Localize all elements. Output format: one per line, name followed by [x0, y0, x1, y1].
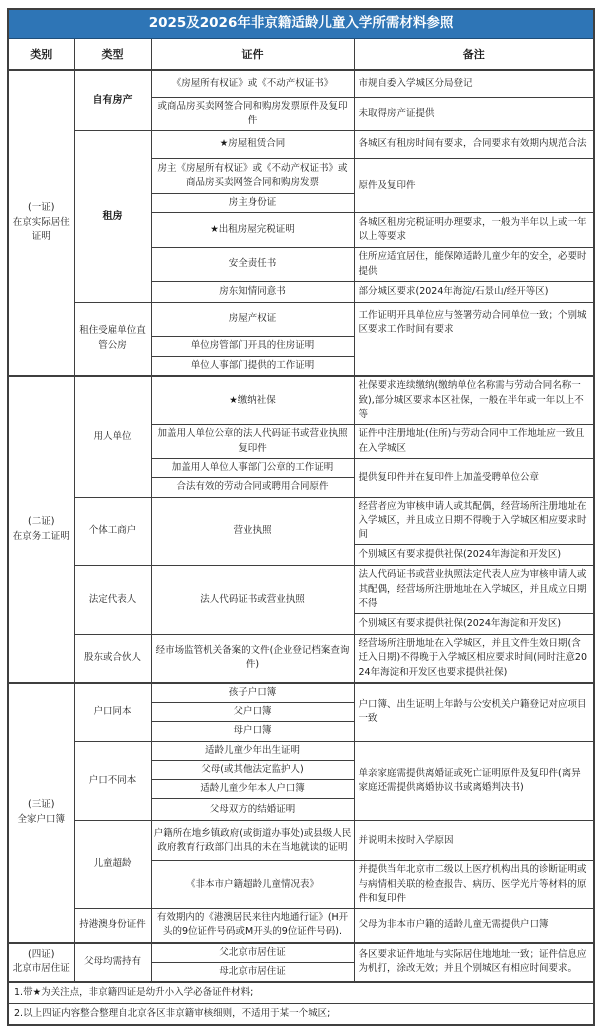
document-cell: 单位房管部门开具的住房证明: [151, 336, 354, 356]
header-row: [8, 39, 594, 71]
table-row: [8, 497, 594, 545]
note-cell: 未取得房产证提供: [354, 97, 594, 131]
note-cell: 市规自委入学城区分局登记: [354, 70, 594, 97]
header-category: 类别: [8, 39, 74, 71]
type-cell: 户口不同本: [74, 741, 151, 821]
document-cell: 房东知情同意书: [151, 281, 354, 302]
note-cell: 提供复印件并在复印件上加盖受聘单位公章: [354, 459, 594, 498]
document-cell: 加盖用人单位人事部门公章的工作证明: [151, 459, 354, 478]
document-cell: 有效期内的《港澳居民来往内地通行证》(H开头的9位证件号码或M开头的9位证件号码).: [151, 909, 354, 943]
document-cell: 户籍所在地乡镇政府(或街道办事处)或县级人民政府教育行政部门出具的未在当地就读的证明: [151, 821, 354, 861]
document-cell: 适龄儿童少年本人户口簿: [151, 780, 354, 799]
note-cell: 单亲家庭需提供离婚证或死亡证明原件及复印件(离异家庭还需提供离婚协议书或离婚判决书): [354, 741, 594, 821]
type-cell: 用人单位: [74, 376, 151, 497]
document-cell: 合法有效的劳动合同或聘用合同原件: [151, 478, 354, 497]
table-row: [8, 70, 594, 97]
type-cell: 法定代表人: [74, 566, 151, 635]
document-table: [7, 8, 595, 1026]
header-document: 证件: [151, 39, 354, 71]
document-cell: 法人代码证书或营业执照: [151, 566, 354, 635]
document-cell: 父母(或其他法定监护人): [151, 760, 354, 779]
document-cell: 母户口簿: [151, 722, 354, 741]
type-cell: 持港澳身份证件: [74, 909, 151, 943]
document-cell: 单位人事部门提供的工作证明: [151, 356, 354, 376]
type-cell: 股东或合伙人: [74, 635, 151, 683]
table-row: [8, 131, 594, 159]
type-cell: 儿童超龄: [74, 821, 151, 909]
header-type: 类型: [74, 39, 151, 71]
note-cell: 证件中注册地址(住所)与劳动合同中工作地址应一致且在入学城区: [354, 425, 594, 459]
note-cell: 各城区有租房时间有要求，合同要求有效期内规范合法: [354, 131, 594, 159]
table-row: [8, 376, 594, 424]
document-cell: 房主身份证: [151, 194, 354, 213]
document-cell: 《非本市户籍超龄儿童情况表》: [151, 861, 354, 909]
note-cell: 并提供当年北京市二级以上医疗机构出具的诊断证明或与病情相关联的检查报告、病历、医学光片等材料的原件和复印件: [354, 861, 594, 909]
category-cell: (四证) 北京市居住证: [8, 943, 74, 983]
table-row: [8, 909, 594, 943]
footnote-2: 2.以上四证内容整合整理自北京各区非京籍审核细则，不适用于某一个城区;: [8, 1004, 594, 1026]
note-cell: 经营场所注册地址在入学城区，并且文件生效日期(含迁入日期)不得晚于入学城区相应要求时间(同时注意2024年海淀和开发区也要求提供社保): [354, 635, 594, 683]
category-cell: (三证) 全家户口簿: [8, 683, 74, 943]
type-cell: 租住受雇单位直管公房: [74, 302, 151, 376]
table-row: [8, 302, 594, 336]
note-cell: 原件及复印件: [354, 159, 594, 213]
footnote-row: [8, 1004, 594, 1026]
document-cell: 营业执照: [151, 497, 354, 566]
note-cell: 户口簿、出生证明上年龄与公安机关户籍登记对应项目一致: [354, 683, 594, 741]
header-note: 备注: [354, 39, 594, 71]
document-cell: 或商品房买卖网签合同和购房发票原件及复印件: [151, 97, 354, 131]
table-row: [8, 566, 594, 614]
document-cell: ★缴纳社保: [151, 376, 354, 424]
note-cell: 工作证明开具单位应与签署劳动合同单位一致；个别城区要求工作时间有要求: [354, 302, 594, 376]
note-cell: 各城区租房完税证明办理要求，一般为半年以上或一年以上等要求: [354, 213, 594, 248]
type-cell: 户口同本: [74, 683, 151, 741]
table-row: [8, 943, 594, 963]
document-cell: 孩子户口簿: [151, 683, 354, 703]
type-cell: 租房: [74, 131, 151, 303]
document-cell: ★房屋租赁合同: [151, 131, 354, 159]
document-cell: 父户口簿: [151, 703, 354, 722]
document-cell: 安全责任书: [151, 248, 354, 282]
table-row: [8, 683, 594, 703]
footnote-row: [8, 982, 594, 1004]
note-cell: 法人代码证书或营业执照法定代表人应为审核申请人或其配偶，经营场所注册地址在入学城区，并且成立日期不得: [354, 566, 594, 614]
note-cell: 部分城区要求(2024年海淀/石景山/经开等区): [354, 281, 594, 302]
type-cell: 父母均需持有: [74, 943, 151, 983]
document-cell: 父北京市居住证: [151, 943, 354, 963]
table-title: 2025及2026年非京籍适龄儿童入学所需材料参照: [8, 9, 594, 39]
type-cell: 个体工商户: [74, 497, 151, 566]
category-cell: (一证) 在京实际居住证明: [8, 70, 74, 376]
document-cell: 《房屋所有权证》或《不动产权证书》: [151, 70, 354, 97]
document-cell: 加盖用人单位公章的法人代码证书或营业执照复印件: [151, 425, 354, 459]
table-row: [8, 635, 594, 683]
note-cell: 住所应适宜居住，能保障适龄儿童少年的安全，必要时提供: [354, 248, 594, 282]
table-row: [8, 741, 594, 760]
document-cell: 房屋产权证: [151, 302, 354, 336]
note-cell: 并说明未按时入学原因: [354, 821, 594, 861]
note-cell: 各区要求证件地址与实际居住地地址一致；证件信息应为机打，涂改无效；并且个别城区有相应时间要求。: [354, 943, 594, 983]
document-cell: 房主《房屋所有权证》或《不动产权证书》或商品房买卖网签合同和购房发票: [151, 159, 354, 194]
document-cell: 母北京市居住证: [151, 962, 354, 982]
note-cell: 经营者应为审核申请人或其配偶，经营场所注册地址在入学城区，并且成立日期不得晚于入学城区相应要求时间: [354, 497, 594, 545]
document-cell: ★出租房屋完税证明: [151, 213, 354, 248]
note-cell: 个别城区有要求提供社保(2024年海淀和开发区): [354, 545, 594, 566]
note-cell: 个别城区有要求提供社保(2024年海淀和开发区): [354, 614, 594, 635]
type-cell: 自有房产: [74, 70, 151, 131]
document-cell: 适龄儿童少年出生证明: [151, 741, 354, 760]
footnote-1: 1.带★为关注点，非京籍四证是幼升小入学必备证件材料;: [8, 982, 594, 1004]
category-cell: (二证) 在京务工证明: [8, 376, 74, 683]
note-cell: 父母为非本市户籍的适龄儿童无需提供户口簿: [354, 909, 594, 943]
note-cell: 社保要求连续缴纳(缴纳单位名称需与劳动合同名称一致),部分城区要求本区社保，一般在半年或一年以上不等: [354, 376, 594, 424]
document-cell: 父母双方的结婚证明: [151, 799, 354, 821]
table-row: [8, 821, 594, 861]
document-cell: 经市场监管机关备案的文件(企业登记档案查询件): [151, 635, 354, 683]
